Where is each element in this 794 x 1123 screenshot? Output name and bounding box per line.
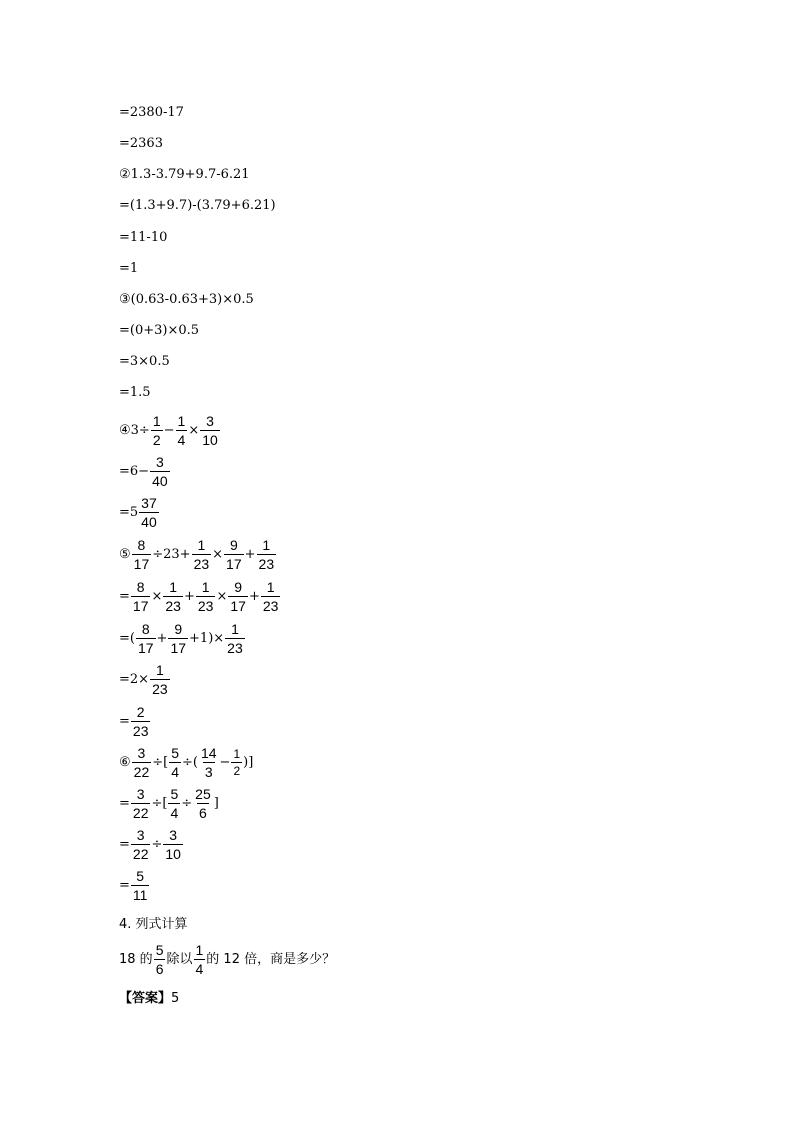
fraction — [176, 414, 188, 447]
step-text: =2363 — [119, 135, 163, 151]
numerator: 1 — [262, 536, 271, 553]
denominator: 40 — [152, 472, 168, 489]
fraction — [194, 943, 206, 976]
op-text: × — [216, 588, 228, 604]
step-line — [119, 826, 184, 862]
op-text: + — [183, 588, 195, 604]
denominator: 23 — [165, 597, 181, 614]
fraction — [131, 869, 150, 902]
fraction — [150, 455, 170, 488]
numerator: 1 — [169, 578, 178, 595]
step-text: =11-10 — [119, 229, 168, 245]
op-text: ÷[ — [152, 754, 169, 770]
fraction — [196, 580, 216, 613]
op-text: ÷23+ — [152, 546, 191, 562]
fraction — [139, 496, 159, 529]
step-line — [119, 620, 246, 656]
numerator: 25 — [195, 785, 211, 802]
fraction — [131, 705, 151, 738]
fraction — [193, 787, 213, 820]
denominator: 4 — [171, 763, 179, 780]
denominator: 23 — [152, 680, 168, 697]
denominator: 22 — [133, 763, 150, 780]
op-text: + — [244, 546, 256, 562]
step-line — [119, 349, 170, 373]
section-heading — [119, 912, 188, 936]
answer-line — [119, 986, 179, 1010]
denominator: 6 — [199, 804, 207, 821]
denominator: 23 — [132, 722, 149, 739]
step-text: =1 — [119, 260, 139, 276]
step-line — [119, 193, 276, 217]
numerator: 1 — [233, 746, 241, 761]
step-text: ③(0.63-0.63+3)×0.5 — [119, 291, 254, 307]
denominator: 4 — [170, 804, 179, 821]
numerator: 3 — [206, 412, 214, 429]
denominator: 17 — [137, 639, 154, 656]
fraction — [132, 746, 152, 779]
op-text: =2× — [119, 671, 150, 687]
numerator: 3 — [136, 826, 145, 843]
fraction — [168, 622, 188, 655]
step-text: =(0+3)×0.5 — [119, 322, 200, 338]
denominator: 17 — [132, 597, 149, 614]
question-text: 除以 — [166, 951, 193, 967]
op-text: =5 — [119, 504, 139, 520]
denominator: 17 — [170, 639, 187, 656]
numerator: 3 — [137, 744, 146, 761]
fraction — [154, 943, 166, 976]
denominator: 23 — [197, 597, 214, 614]
denominator: 4 — [177, 431, 186, 448]
numerator: 3 — [136, 785, 145, 802]
fraction — [131, 787, 151, 820]
op-text: = — [119, 877, 130, 893]
fraction — [151, 414, 163, 447]
numerator: 5 — [155, 941, 164, 958]
fraction — [199, 746, 219, 779]
step-text: =2380-17 — [119, 104, 184, 120]
op-text: = — [119, 713, 130, 729]
step-line — [119, 494, 160, 530]
denominator: 6 — [155, 960, 164, 977]
step-text: ②1.3-3.79+9.7-6.21 — [119, 166, 250, 182]
step-line — [119, 867, 150, 903]
fraction — [169, 746, 181, 779]
numerator: 1 — [177, 412, 186, 429]
op-text: × — [212, 546, 224, 562]
fraction — [192, 538, 212, 571]
op-text: ] — [213, 795, 219, 811]
section-title: 4. 列式计算 — [119, 916, 188, 932]
question-text: 的 12 倍，商是多少？ — [206, 951, 336, 967]
fraction — [261, 580, 281, 613]
numerator: 1 — [155, 661, 164, 678]
numerator: 9 — [234, 578, 243, 595]
denominator: 22 — [132, 845, 149, 862]
op-text: ④3÷ — [119, 422, 150, 438]
op-text: × — [151, 588, 163, 604]
fraction — [225, 622, 245, 655]
fraction — [131, 828, 151, 861]
op-text: = — [119, 836, 130, 852]
step-line — [119, 318, 199, 342]
fraction — [132, 538, 152, 571]
fraction — [136, 622, 156, 655]
step-line — [119, 453, 171, 489]
numerator: 8 — [141, 620, 150, 637]
denominator: 23 — [258, 555, 275, 572]
fraction — [131, 580, 151, 613]
problem-3-line — [119, 287, 254, 311]
op-text: ÷[ — [151, 795, 168, 811]
denominator: 23 — [193, 555, 210, 572]
op-text: + — [248, 588, 260, 604]
numerator: 1 — [152, 412, 161, 429]
fraction — [150, 663, 170, 696]
denominator: 10 — [202, 431, 218, 448]
numerator: 8 — [137, 536, 146, 553]
numerator: 9 — [174, 620, 183, 637]
op-text: ⑤ — [119, 546, 131, 562]
step-text: =3×0.5 — [119, 353, 170, 369]
step-line — [119, 380, 151, 404]
denominator: 22 — [132, 804, 149, 821]
step-text: =1.5 — [119, 384, 151, 400]
numerator: 1 — [195, 941, 204, 958]
step-line — [119, 578, 281, 614]
op-text: + — [156, 630, 168, 646]
step-text: =(1.3+9.7)-(3.79+6.21) — [119, 197, 276, 213]
fraction — [224, 538, 244, 571]
numerator: 1 — [231, 620, 239, 637]
fraction — [163, 580, 183, 613]
question-text: 18 的 — [119, 951, 153, 967]
denominator: 10 — [165, 845, 181, 862]
op-text: ÷ — [151, 836, 163, 852]
numerator: 1 — [197, 536, 206, 553]
op-text: =6− — [119, 463, 150, 479]
op-text: ÷ — [181, 795, 193, 811]
step-line — [119, 131, 163, 155]
numerator: 14 — [200, 744, 217, 761]
numerator: 5 — [170, 785, 179, 802]
fraction — [228, 580, 248, 613]
denominator: 23 — [262, 597, 279, 614]
problem-5-line — [119, 536, 277, 572]
op-text: ⑥ — [119, 754, 131, 770]
problem-2-line — [119, 162, 250, 186]
numerator: 3 — [155, 453, 164, 470]
step-line — [119, 785, 219, 821]
step-line — [119, 703, 151, 739]
denominator: 11 — [132, 886, 148, 903]
op-text: − — [219, 754, 231, 770]
fraction — [200, 414, 220, 447]
step-line — [119, 256, 138, 280]
fraction — [163, 828, 183, 861]
problem-4-line — [119, 412, 221, 448]
answer-value: 5 — [171, 990, 180, 1006]
denominator: 4 — [195, 960, 204, 977]
numerator: 9 — [229, 536, 238, 553]
denominator: 17 — [230, 597, 246, 614]
fraction — [231, 748, 242, 777]
denominator: 17 — [133, 555, 150, 572]
answer-label: 【答案】 — [119, 990, 172, 1006]
denominator: 2 — [233, 763, 241, 778]
op-text: − — [163, 422, 175, 438]
step-line — [119, 661, 171, 697]
denominator: 17 — [226, 555, 242, 572]
op-text: )] — [243, 754, 254, 770]
numerator: 3 — [169, 826, 178, 843]
denominator: 40 — [141, 513, 157, 530]
problem-6-line — [119, 744, 254, 780]
op-text: = — [119, 588, 130, 604]
op-text: +1)× — [189, 630, 225, 646]
fraction — [168, 787, 180, 820]
numerator: 37 — [141, 494, 157, 511]
op-text: =( — [119, 630, 135, 646]
op-text: ÷( — [182, 754, 198, 770]
numerator: 2 — [136, 703, 145, 720]
denominator: 23 — [227, 639, 243, 656]
step-line — [119, 225, 167, 249]
question-line — [119, 941, 336, 977]
numerator: 5 — [136, 867, 145, 884]
numerator: 8 — [136, 578, 145, 595]
numerator: 5 — [171, 744, 179, 761]
op-text: × — [188, 422, 200, 438]
numerator: 1 — [266, 578, 275, 595]
fraction — [257, 538, 277, 571]
denominator: 3 — [204, 763, 213, 780]
step-line — [119, 100, 184, 124]
denominator: 2 — [152, 431, 161, 448]
numerator: 1 — [201, 578, 210, 595]
op-text: = — [119, 795, 130, 811]
